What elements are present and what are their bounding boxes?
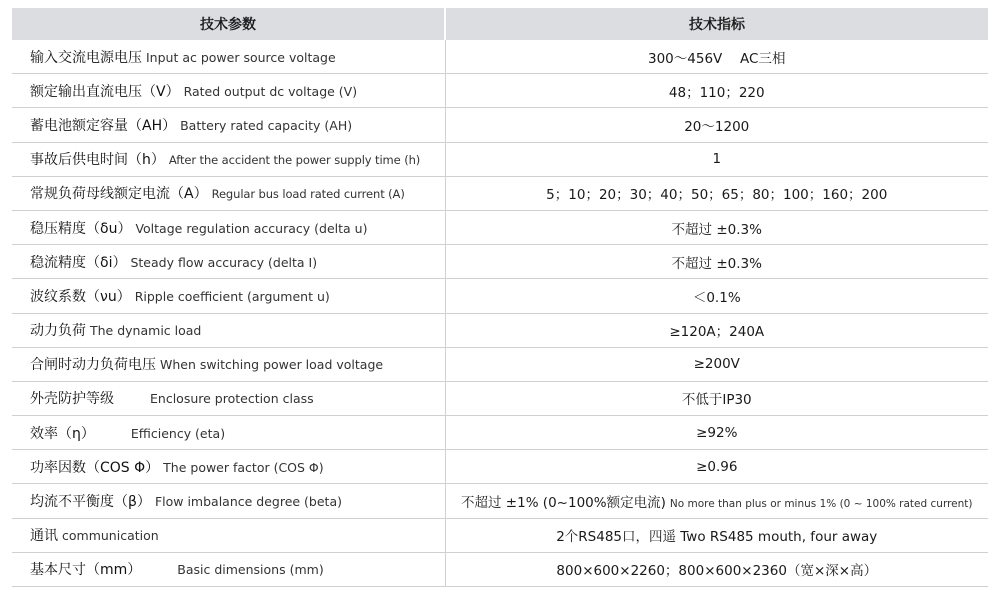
param-en: Voltage regulation accuracy (delta u) (135, 220, 368, 236)
header-row (12, 8, 988, 40)
param-cell (12, 74, 445, 108)
param-cell (12, 484, 445, 518)
table-row (12, 74, 988, 108)
spec-value: ≥120A；240A (445, 313, 988, 347)
table-row (12, 210, 988, 244)
table-row (12, 518, 988, 552)
param-cell (12, 142, 445, 176)
param-cell (12, 381, 445, 415)
spec-value: 20～1200 (445, 108, 988, 142)
param-en: Flow imbalance degree (beta) (154, 494, 342, 510)
param-cn: 功率因数（COS Φ） (30, 459, 160, 476)
table-row (12, 245, 988, 279)
param-cn: 稳压精度（δu） (30, 220, 132, 237)
param-cn: 稳流精度（δi） (30, 254, 127, 271)
spec-value: ≥0.96 (445, 450, 988, 484)
param-en: Ripple coefficient (argument u) (134, 288, 330, 304)
param-cn: 合闸时动力负荷电压 (30, 357, 156, 374)
param-cell (12, 347, 445, 381)
param-cn: 通讯 (30, 528, 58, 545)
spec-value: 300～456V AC三相 (445, 40, 988, 74)
spec-value: 1 (445, 142, 988, 176)
param-cell (12, 552, 445, 586)
table-row (12, 381, 988, 415)
param-en: Rated output dc voltage (V) (183, 83, 358, 99)
param-en: Steady flow accuracy (delta I) (130, 254, 318, 270)
param-cell (12, 210, 445, 244)
spec-value: ≥92% (445, 416, 988, 450)
spec-value: 800×600×2260；800×600×2360（宽×深×高） (445, 552, 988, 586)
param-en: Basic dimensions (mm) (177, 562, 324, 578)
param-en: After the accident the power supply time (h) (168, 153, 421, 168)
table-row (12, 40, 988, 74)
spec-value-en: No more than plus or minus 1% (0 ~ 100% rated current) (669, 498, 973, 511)
spec-value: 2个RS485口，四遥 Two RS485 mouth, four away (445, 518, 988, 552)
spec-value: 48；110；220 (445, 74, 988, 108)
spec-value: 不超过 ±0.3% (445, 210, 988, 244)
param-en: Efficiency (eta) (130, 425, 226, 441)
param-cell (12, 416, 445, 450)
param-cell (12, 518, 445, 552)
param-en: Enclosure protection class (150, 391, 314, 407)
param-cn: 效率（η） (30, 425, 95, 442)
table-row (12, 313, 988, 347)
spec-value (445, 484, 988, 518)
param-cell (12, 40, 445, 74)
table-row (12, 176, 988, 210)
table-row (12, 279, 988, 313)
spec-value-cn: 不超过 ±1% (0~100%额定电流) (461, 495, 666, 512)
spec-value: ≥200V (445, 347, 988, 381)
param-cn: 波纹系数（νu） (30, 288, 131, 305)
param-cell (12, 245, 445, 279)
param-en: Regular bus load rated current (A) (211, 187, 405, 202)
table-row (12, 108, 988, 142)
header-param: 技术参数 (12, 8, 445, 40)
table-row (12, 142, 988, 176)
param-cn: 动力负荷 (30, 323, 86, 340)
param-cn: 常规负荷母线额定电流（A） (30, 186, 208, 203)
table-row (12, 416, 988, 450)
spec-value: 5；10；20；30；40；50；65；80；100；160；200 (445, 176, 988, 210)
param-cell (12, 450, 445, 484)
param-en: The power factor (COS Φ) (163, 459, 324, 475)
param-cn: 事故后供电时间（h） (30, 152, 165, 169)
param-cell (12, 108, 445, 142)
table-row (12, 450, 988, 484)
param-cell (12, 279, 445, 313)
param-cell (12, 313, 445, 347)
header-spec: 技术指标 (445, 8, 988, 40)
param-en: Battery rated capacity (AH) (180, 117, 353, 133)
table-row (12, 484, 988, 518)
param-cn: 额定输出直流电压（V） (30, 83, 180, 100)
spec-value: ＜0.1% (445, 279, 988, 313)
param-cell (12, 176, 445, 210)
table-row (12, 552, 988, 586)
spec-value: 不低于IP30 (445, 381, 988, 415)
param-en: When switching power load voltage (160, 357, 384, 373)
param-cn: 输入交流电源电压 (30, 49, 142, 66)
param-cn: 蓄电池额定容量（AH） (30, 117, 177, 134)
param-en: Input ac power source voltage (146, 49, 336, 65)
param-en: The dynamic load (90, 323, 202, 339)
table-row (12, 347, 988, 381)
spec-table (12, 8, 988, 587)
param-en: communication (62, 528, 159, 544)
param-cn: 外壳防护等级 (30, 391, 114, 408)
param-cn: 均流不平衡度（β） (30, 494, 151, 511)
spec-value: 不超过 ±0.3% (445, 245, 988, 279)
param-cn: 基本尺寸（mm） (30, 562, 142, 579)
